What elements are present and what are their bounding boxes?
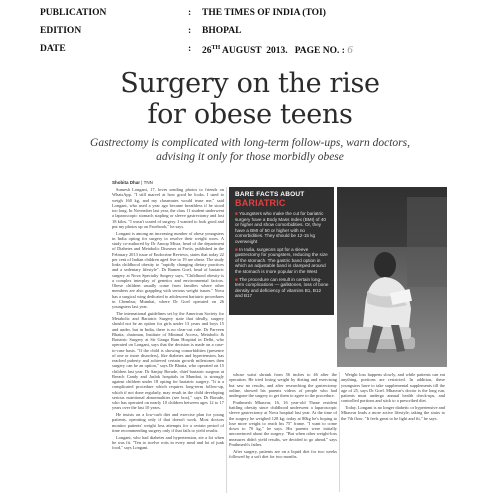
- body-paragraph: Prathmesh Mhasvar, 16, 16 year-old Thane resident battling obesity since childhood underwent a laparoscopic sleeve gastrectomy at Nova hospital last year. At the time of the surgery he weighed 128 kg; today at 80kg he's hoping to lose more weight to reach his 75" frame. "I want to come down to 70 kg," he says. His parents were initially unconvinced about the surgery. "But when other weight-loss measures didn't yield results, we decided to go ahead," says Prathmesh's father.: [229, 399, 337, 447]
- bullet-icon: ■: [235, 276, 240, 282]
- article-photo: [337, 187, 447, 367]
- fact-box-item-text: Youngsters who make the cut for bariatric surgery have a Body Mass Index (BMI) of 40 or higher and show comorbidities. Or, they have a BMI of 50 or higher with no comorbidities. They should be 12-15 kg overweight: [235, 211, 326, 244]
- column-divider: [339, 372, 340, 492]
- publication-value: THE TIMES OF INDIA (TOI): [202, 8, 326, 18]
- article-column-3: [341, 372, 445, 494]
- fact-box-title-big: BARIATRIC: [235, 198, 286, 208]
- deck: Gastrectomy is complicated with long-term follow-ups, warn doctors, advising it only for those morbidly obese: [90, 137, 410, 163]
- publication-label: PUBLICATION: [40, 8, 107, 18]
- headline: [60, 68, 440, 130]
- headline-line-1: Surgery on the rise: [120, 68, 380, 99]
- body-paragraph: Longani, who had diabetes and hypertension, ate a lot when he was fit. "Ten to twelve rotis in every meal and lot of junk food," says Longani.: [112, 434, 224, 450]
- fact-box-item: [235, 247, 329, 275]
- body-paragraph: Sumesh Longani, 17, loves sending photos to friends on WhatsApp. "I still marvel at how good he looks. I used to weigh 160 kg, and my classmates would tease me," said Longani, who used a year ago became breathless if he stood too long. In November last year, the class 11 student underwent a laparoscopic stomach stapling or sleeve gastrectomy and lost 18 kilos. "I wasn't scared of surgery. I wanted to look good and put my photos up on Facebook," he says.: [112, 187, 224, 229]
- colon: :: [188, 8, 192, 18]
- byline-paper: | TNN: [141, 180, 153, 185]
- fact-box-list: [235, 211, 329, 301]
- fact-box-item: [235, 277, 329, 299]
- fact-box-title-small: BARE FACTS ABOUT: [235, 191, 305, 198]
- bullet-icon: ■: [235, 246, 240, 252]
- date-label: DATE: [40, 44, 66, 54]
- photo-illustration: [337, 187, 447, 367]
- date-rest: AUGUST 2013. PAGE NO. :: [220, 46, 348, 56]
- colon: :: [188, 26, 192, 36]
- column-divider: [226, 187, 227, 493]
- edition-value: BHOPAL: [202, 26, 242, 36]
- article-column-1: [112, 187, 224, 495]
- fact-box-item-text: In India, surgeons opt for a sleeve gastrectomy for youngsters, reducing the size of the stomach. The gastric band option in which an adjustable band is clamped around the stomach is more popular in the West: [235, 246, 328, 274]
- body-paragraph: After surgery, patients are on a liquid diet for two weeks followed by a soft diet for two months.: [229, 448, 337, 459]
- body-paragraph: Longani is among an increasing number of obese youngsters in India opting for surgery to resolve their weight woes. A study co-authored by Dr Anoop Misra, head of the department of Diabetes and Metabolic Diseases at Fortis, published in the February 2013 issue of Endocrine Reviews, states that today 22 per cent of Indian children aged five to 19 are obese. The study links childhood obesity to "rapidly changing dietary practices and a sedentary lifestyle". Dr Ramen Goel, head of bariatric surgery at Nova Specialty Surgery says, "Childhood obesity is a complex interplay of genetics and environmental factors. Obese children usually come from families where other members are also grappling with serious weight issues." Nova has a surgical wing dedicated to adolescent bariatric procedures in Chembur, Mumbai, where Dr Goel operated on 26 youngsters last year.: [112, 230, 224, 309]
- body-paragraph: Weight loss happens slowly, and while patients can eat anything, portions are restricted. In addition, these youngsters have to take supplemental supplements till the age of 25, says Dr Goel. Mhasvar's doctor is the long run, patients must undergo annual health check-ups, and controlled portions and stick to a prescribed diet.: [341, 372, 445, 404]
- byline: [112, 180, 153, 185]
- body-paragraph: whose waist shrunk from 56 inches to 46 after the operation. He tried losing weight by dieting and exercising but saw no results, and after researching the gastrectomy online, showed his parents videos of people who had undergone the surgery to get them to agree to the procedure.: [229, 372, 337, 398]
- page-number: 6: [347, 44, 353, 56]
- date-day: 26: [202, 46, 212, 56]
- body-paragraph: Today, Longani is no longer diabetic or hypertensive and Mhasvar leads a more active lifestyle, taking the stairs to the 7th floor. "It feels great to be light and fit," he says.: [341, 405, 445, 421]
- byline-name: Shobita Dhar: [112, 180, 141, 185]
- date-value: [202, 44, 353, 56]
- edition-label: EDITION: [40, 26, 82, 36]
- fact-box-item-text: The procedure can result in certain long-term complications — gallstones, loss of bone density and deficiency of vitamins B1, B12 and B17: [235, 276, 329, 299]
- headline-line-2: for obese teens: [147, 99, 353, 130]
- date-suffix: TH: [211, 44, 221, 51]
- body-paragraph: He insists on a low-carb diet and exercise plan for young patients, operating only if that doesn't work. Most doctors monitor patients' weight loss attempts for a certain period of time recommending surgery only if that fails to yield results.: [112, 412, 224, 433]
- fact-box-title: [235, 191, 304, 208]
- fact-box: [229, 187, 334, 315]
- fact-box-item: [235, 211, 329, 245]
- colon: :: [188, 44, 192, 54]
- body-paragraph: The international guidelines set by the American Society for Metabolic and Bariatric Surgery state that ideally, surgery should not be an option for girls under 13 years and boys 15 and under, but in India, there is no clear-cut rule. Dr Parveen Bhatia, chairman, Institute of Minimal Access, Metabolic & Bariatric Surgery at Sir Ganga Ram Hospital in Delhi, who operated on Longani, says that the decision is made on a case-to-case basis. "If the child is showing comorbidities (presence of one or more disorders), like diabetes and hypertension, has reached puberty and achieved certain growth milestones then surgery can be an option," says Dr Bhatia, who operated on 15 children last year. Dr Sanjay Borude, chief bariatric surgeon at Breach Candy and Jaslok hospitals in Mumbai, is strongly against children under 18 opting for bariatric surgery. "It is a complicated procedure which requires long-term follow-up, which if not done regularly, may result in the child developing serious nutritional abnormalities (see box)," says Dr Borude, who has operated on nearly 10 children between ages 12 to 17 years over the last 10 years.: [112, 310, 224, 411]
- article-column-2: [229, 372, 337, 494]
- bullet-icon: ■: [235, 211, 240, 216]
